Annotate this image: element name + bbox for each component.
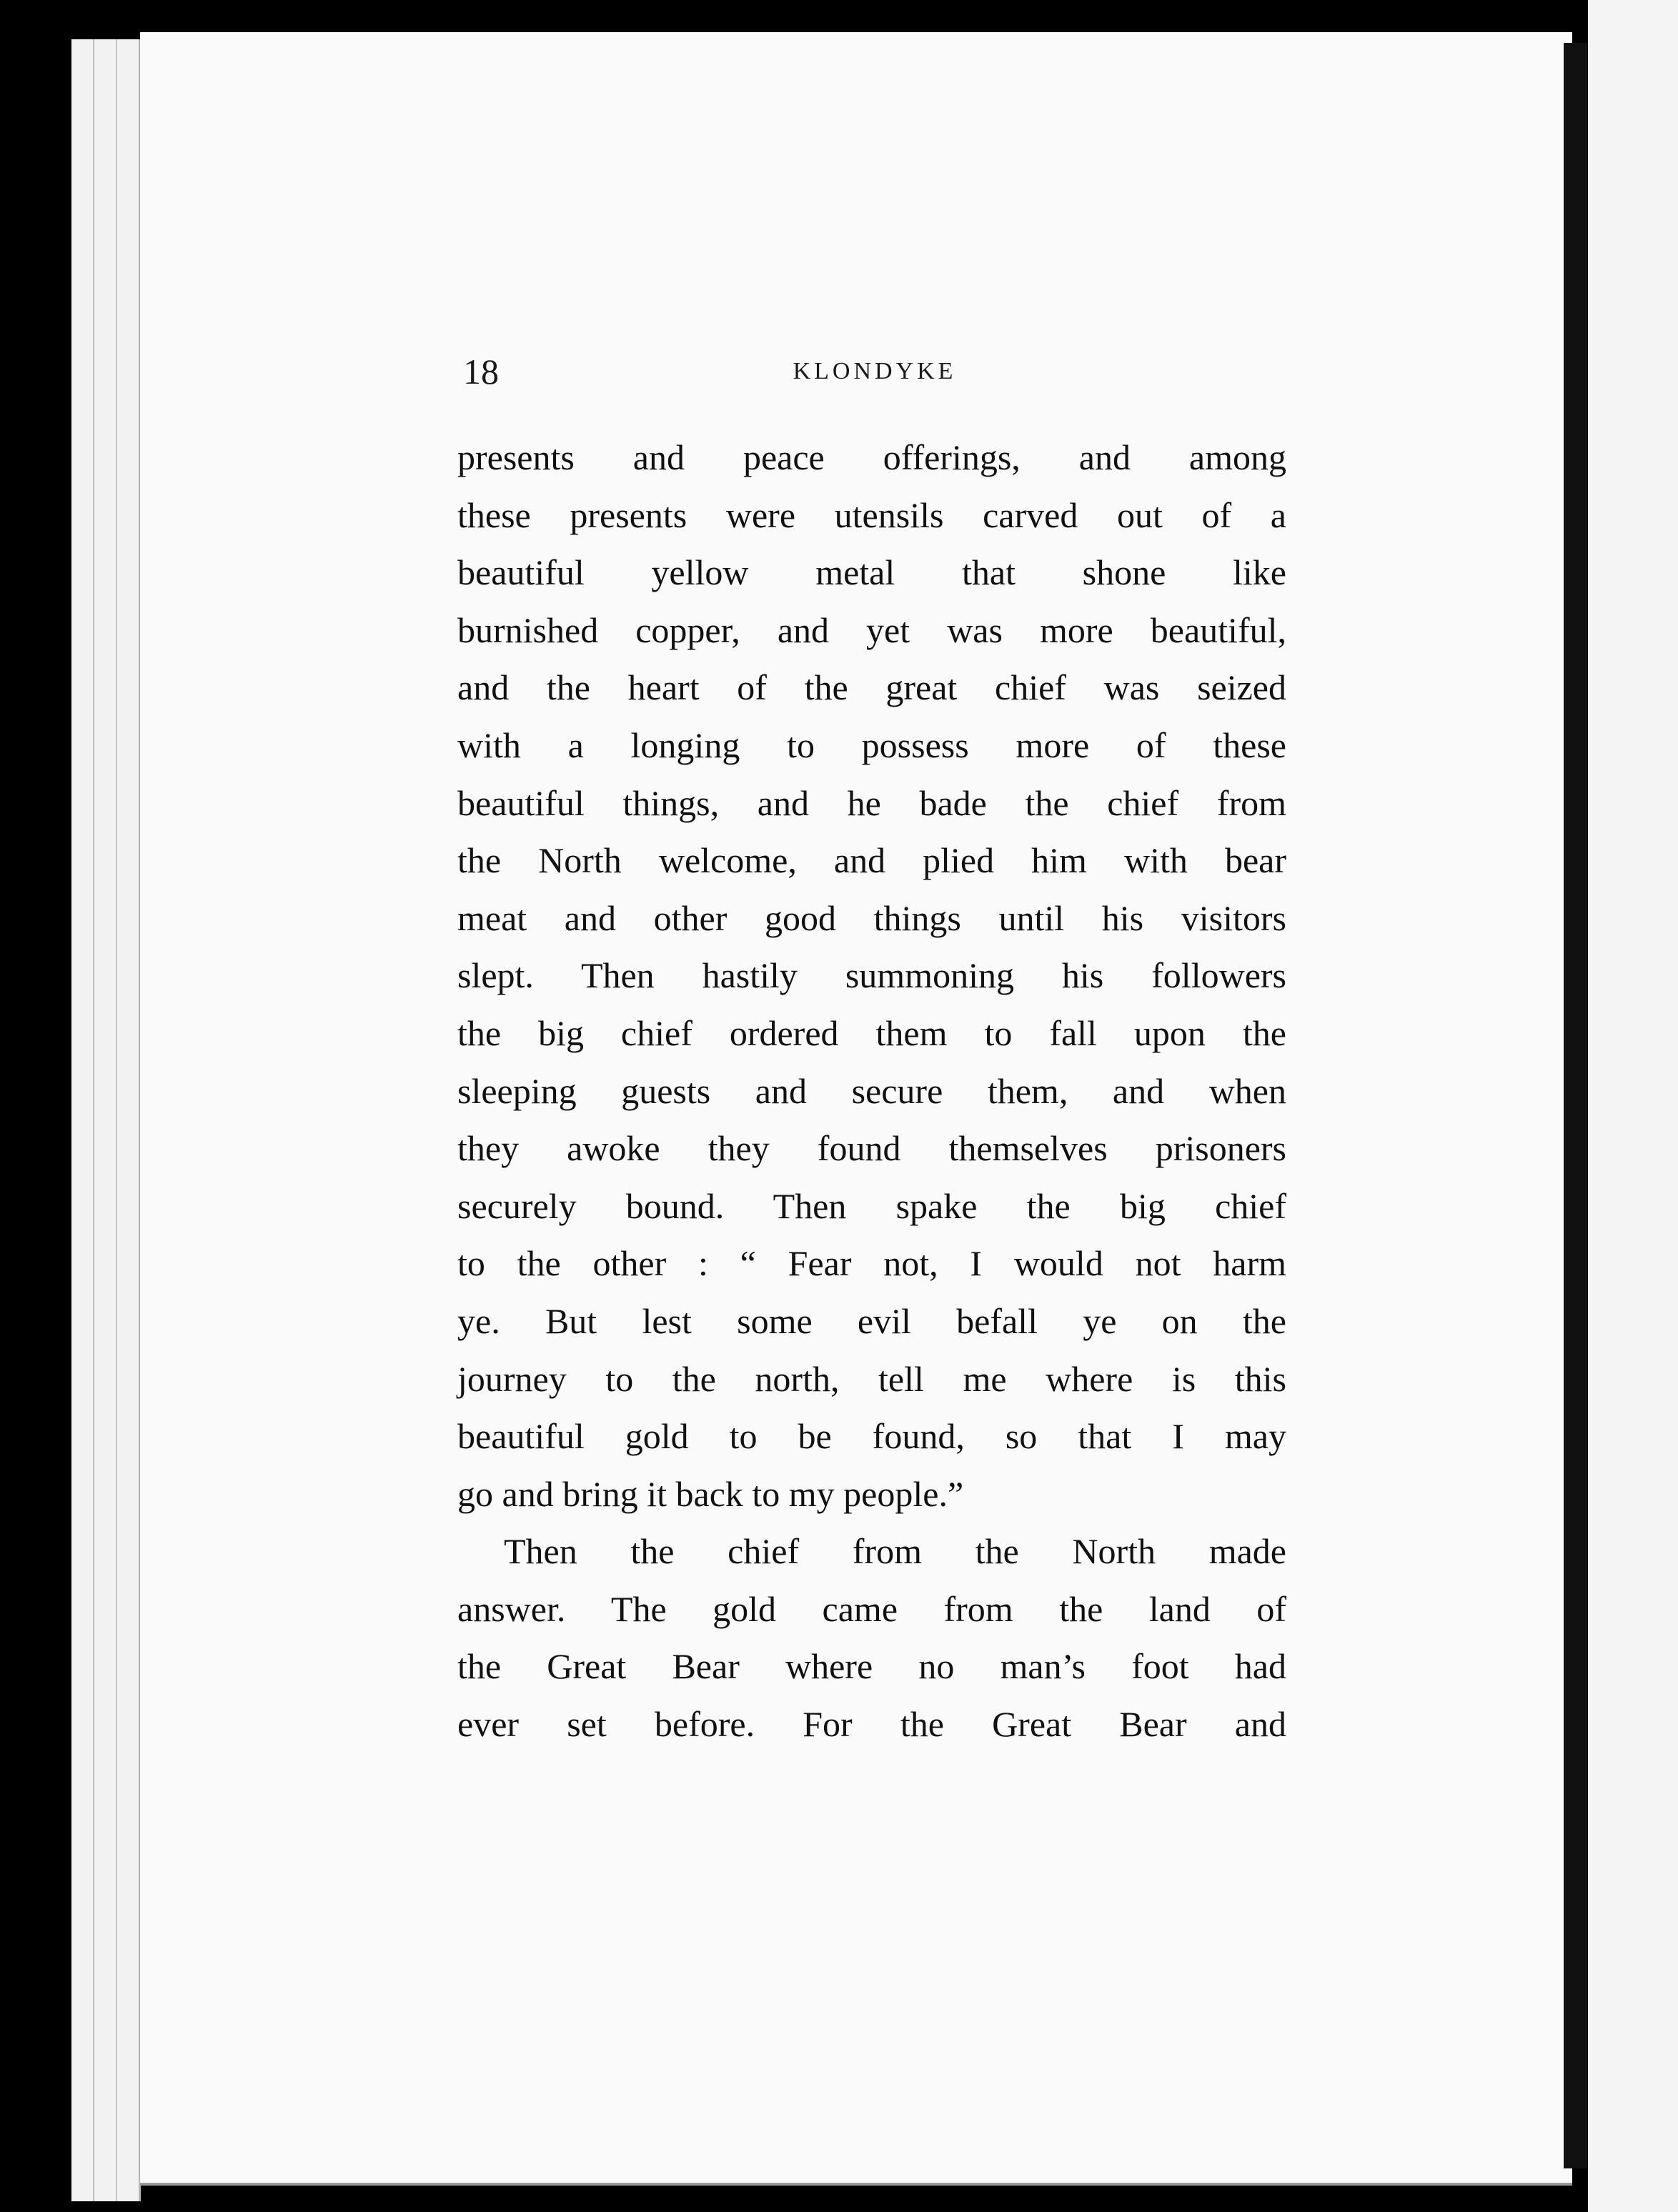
text-line: burnished copper, and yet was more beautiful, <box>457 609 1286 650</box>
text-line: the North welcome, and plied him with bear <box>457 840 1286 881</box>
text-line: the big chief ordered them to fall upon the <box>457 1012 1286 1053</box>
text-line: answer. The gold came from the land of <box>457 1588 1286 1629</box>
text-line: beautiful things, and he bade the chief from <box>457 782 1286 823</box>
text-line: they awoke they found themselves prisoners <box>457 1128 1286 1169</box>
page-number: 18 <box>463 352 499 392</box>
text-line: with a longing to possess more of these <box>457 724 1286 765</box>
text-line: journey to the north, tell me where is this <box>457 1358 1286 1399</box>
text-line: these presents were utensils carved out of a <box>457 494 1286 535</box>
facing-page-edge <box>1588 0 1678 2212</box>
text-line: ever set before. For the Great Bear and <box>457 1704 1286 1745</box>
paragraph-end-line: go and bring it back to my people.” <box>457 1473 964 1514</box>
text-line: beautiful gold to be found, so that I may <box>457 1416 1286 1457</box>
page-edge <box>71 39 94 2201</box>
text-line: slept. Then hastily summoning his followers <box>457 955 1286 996</box>
text-line: meat and other good things until his visitors <box>457 897 1286 938</box>
binding-gutter <box>1564 43 1588 2168</box>
text-line: sleeping guests and secure them, and when <box>457 1070 1286 1111</box>
page-header <box>463 347 1286 397</box>
page-edge <box>94 39 117 2201</box>
text-line: ye. But lest some evil befall ye on the <box>457 1300 1286 1341</box>
text-line: the Great Bear where no man’s foot had <box>457 1646 1286 1687</box>
text-line: beautiful yellow metal that shone like <box>457 552 1286 593</box>
paragraph-start-line: Then the chief from the North made <box>504 1531 1286 1572</box>
text-line: presents and peace offerings, and among <box>457 437 1286 477</box>
text-line: securely bound. Then spake the big chief <box>457 1185 1286 1226</box>
text-line: and the heart of the great chief was seized <box>457 667 1286 708</box>
text-line: to the other : “ Fear not, I would not harm <box>457 1243 1286 1284</box>
running-head: KLONDYKE <box>793 358 957 384</box>
body-text <box>457 429 1286 1753</box>
page-edge <box>117 39 141 2201</box>
